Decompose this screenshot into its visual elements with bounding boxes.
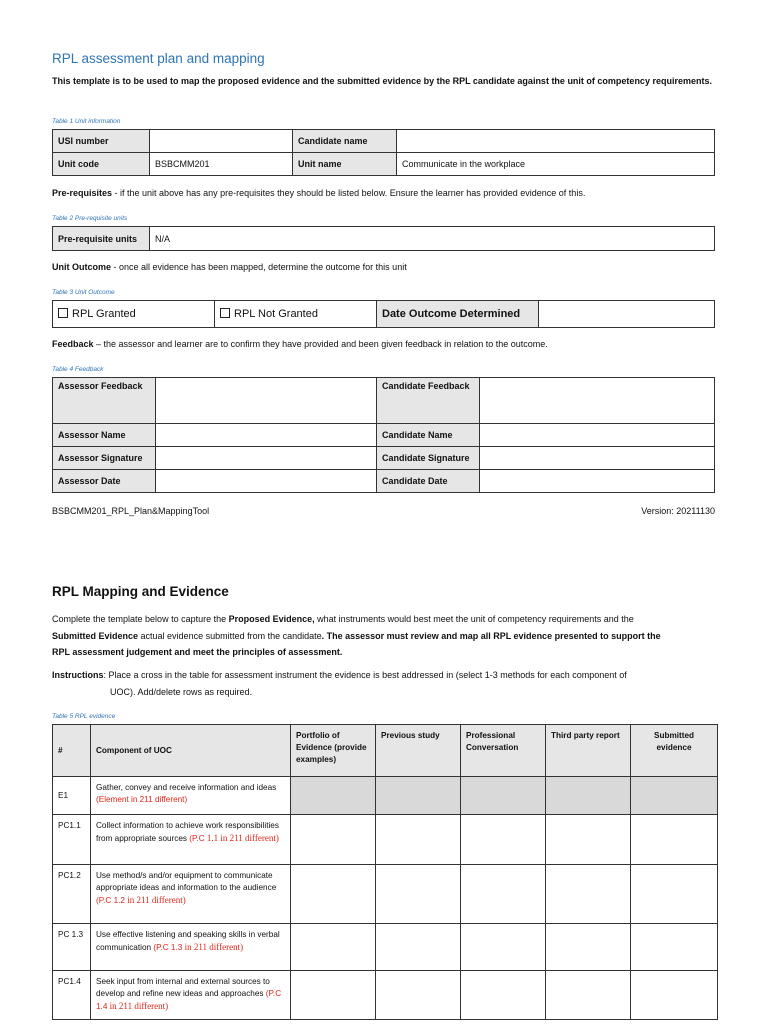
candidate-date-field[interactable] [480,470,715,493]
doc-id: BSBCMM201_RPL_Plan&MappingTool [52,506,210,516]
table1-caption: Table 1 Unit information [52,118,121,125]
intro-line-3: RPL assessment judgement and meet the principles of assessment. [52,647,343,657]
cell-submitted[interactable] [631,865,718,924]
prereq-value[interactable]: N/A [150,227,715,251]
date-outcome-label: Date Outcome Determined [377,301,539,328]
cell-submitted[interactable] [631,924,718,971]
assessor-feedback-field[interactable] [156,378,377,424]
cell-previous-study[interactable] [376,924,461,971]
col-header-component: Component of UOC [91,725,291,777]
usi-field[interactable] [150,130,293,153]
row-id: E1 [53,777,91,815]
component-text: Gather, convey and receive information and ideas [96,783,277,792]
text-bold: . The assessor must review and map all RPL evidence presented to support the [321,630,661,641]
cell-previous-study[interactable] [376,971,461,1020]
component-text: Use effective listening and speaking skills in verbal communication [96,930,280,952]
unit-code-value[interactable]: BSBCMM201 [150,153,293,176]
component-note: in 211 different) [109,1001,169,1011]
col-header-third-party: Third party report [546,725,631,777]
text-bold: Proposed Evidence, [228,614,315,624]
text: : Place a cross in the table for assessment instrument the evidence is best addressed in (select 1-3 methods for each component of [103,670,627,680]
candidate-name-fb-field[interactable] [480,424,715,447]
feedback-lead: Feedback [52,339,94,349]
unit-name-label: Unit name [293,153,397,176]
component-note: (Element in 211 different) [96,795,188,804]
outcome-lead: Unit Outcome [52,262,112,272]
rpl-granted-label: RPL Granted [72,308,136,320]
feedback-text [52,339,548,349]
candidate-name-field[interactable] [397,130,715,153]
cell-previous-study[interactable] [376,865,461,924]
rpl-granted-option[interactable] [53,301,215,328]
table2-caption: Table 2 Pre-requisite units [52,215,128,222]
table4-caption: Table 4 Feedback [52,366,104,373]
table-row [53,924,718,971]
component-note: (P.C 1.2 [96,896,128,905]
cell-professional-conversation[interactable] [461,971,546,1020]
unit-info-table [52,129,715,176]
unit-name-value[interactable]: Communicate in the workplace [397,153,715,176]
candidate-date-label: Candidate Date [377,470,480,493]
component-text: Use method/s and/or equipment to communicate appropriate ideas and information to the audience [96,871,277,892]
text-bold: Submitted Evidence [52,630,139,641]
section-title: RPL assessment plan and mapping [52,51,265,66]
cell-third-party[interactable] [546,971,631,1020]
cell-portfolio[interactable] [291,777,376,815]
prereq-lead: Pre-requisites [52,188,113,198]
cell-previous-study[interactable] [376,777,461,815]
outcome-table [52,300,715,328]
cell-portfolio[interactable] [291,924,376,971]
cell-professional-conversation[interactable] [461,865,546,924]
outcome-text [52,262,407,272]
table3-caption: Table 3 Unit Outcome [52,289,115,296]
table-row [53,815,718,865]
assessor-signature-label: Assessor Signature [53,447,156,470]
text: Complete the template below to capture the [52,614,229,624]
component-note: 1.1 in 211 different) [206,833,279,843]
instr-line-2: UOC). Add/delete rows as required. [110,686,253,697]
unit-code-label: Unit code [53,153,150,176]
row-component [91,865,291,924]
checkbox-icon[interactable] [220,308,230,318]
col-header-professional-conversation: Professional Conversation [461,725,546,777]
candidate-feedback-label: Candidate Feedback [377,378,480,424]
row-id: PC1.2 [53,865,91,924]
col-header-previous-study: Previous study [376,725,461,777]
rpl-evidence-table [52,724,718,1020]
row-component [91,971,291,1020]
mapping-title: RPL Mapping and Evidence [52,584,229,599]
assessor-date-field[interactable] [156,470,377,493]
cell-portfolio[interactable] [291,865,376,924]
row-component [91,924,291,971]
feedback-table [52,377,715,493]
candidate-signature-label: Candidate Signature [377,447,480,470]
table-row [53,777,718,815]
cell-portfolio[interactable] [291,971,376,1020]
row-id: PC1.1 [53,815,91,865]
outcome-desc: - once all evidence has been mapped, determine the outcome for this unit [111,262,407,272]
assessor-date-label: Assessor Date [53,470,156,493]
col-header-submitted: Submitted evidence [631,725,718,777]
usi-label: USI number [53,130,150,153]
rpl-not-granted-label: RPL Not Granted [234,308,318,320]
component-note: in 211 different) [127,895,186,905]
prereq-label: Pre-requisite units [53,227,150,251]
component-text: Seek input from internal and external sources to develop and refine new ideas and approaches [96,977,270,998]
feedback-desc: – the assessor and learner are to confirm they have provided and been given feedback in relation to the outcome. [93,339,548,349]
instructions [52,667,722,700]
cell-professional-conversation[interactable] [461,815,546,865]
date-outcome-field[interactable] [539,301,715,328]
component-text: Collect information to achieve work responsibilities from appropriate sources [96,821,279,843]
intro-line-2 [52,628,722,645]
instructions-label: Instructions [52,670,104,680]
assessor-feedback-label: Assessor Feedback [53,378,156,424]
table-row [53,865,718,924]
text: what instruments would best meet the unit of competency requirements and the [314,614,634,624]
component-note: in 211 different) [184,942,244,952]
cell-professional-conversation[interactable] [461,777,546,815]
candidate-signature-field[interactable] [480,447,715,470]
version: Version: 20211130 [641,506,715,516]
row-component [91,777,291,815]
instr-line-1 [52,667,722,684]
assessor-signature-field[interactable] [156,447,377,470]
rpl-not-granted-option[interactable] [215,301,377,328]
row-id: PC 1.3 [53,924,91,971]
col-header-portfolio: Portfolio of Evidence (provide examples) [291,725,376,777]
cell-third-party[interactable] [546,777,631,815]
cell-third-party[interactable] [546,924,631,971]
assessor-name-field[interactable] [156,424,377,447]
prereq-table [52,226,715,251]
component-note: (P.C [189,834,207,843]
candidate-name-label: Candidate name [293,130,397,153]
cell-submitted[interactable] [631,777,718,815]
row-component [91,815,291,865]
checkbox-icon[interactable] [58,308,68,318]
candidate-feedback-field[interactable] [480,378,715,424]
cell-professional-conversation[interactable] [461,924,546,971]
intro-text: This template is to be used to map the proposed evidence and the submitted evidence by the RPL candidate against the unit of competency requirements. [52,76,712,86]
col-header-number: # [53,725,91,777]
mapping-intro [52,611,722,661]
component-note: (P.C 1.4 [96,989,282,1011]
cell-submitted[interactable] [631,971,718,1020]
prereq-text [52,188,585,198]
prereq-desc: - if the unit above has any pre-requisites they should be listed below. Ensure the learner has provided evidence of this. [112,188,586,198]
cell-submitted[interactable] [631,815,718,865]
table-row [53,971,718,1020]
intro-line-1 [52,611,722,628]
cell-portfolio[interactable] [291,815,376,865]
assessor-name-label: Assessor Name [53,424,156,447]
table5-caption: Table 5 RPL evidence [52,713,116,720]
cell-previous-study[interactable] [376,815,461,865]
text: actual evidence submitted from the candidate [138,630,322,641]
candidate-name-fb-label: Candidate Name [377,424,480,447]
cell-third-party[interactable] [546,865,631,924]
component-note: (P.C 1.3 [153,943,185,952]
row-id: PC1.4 [53,971,91,1020]
cell-third-party[interactable] [546,815,631,865]
